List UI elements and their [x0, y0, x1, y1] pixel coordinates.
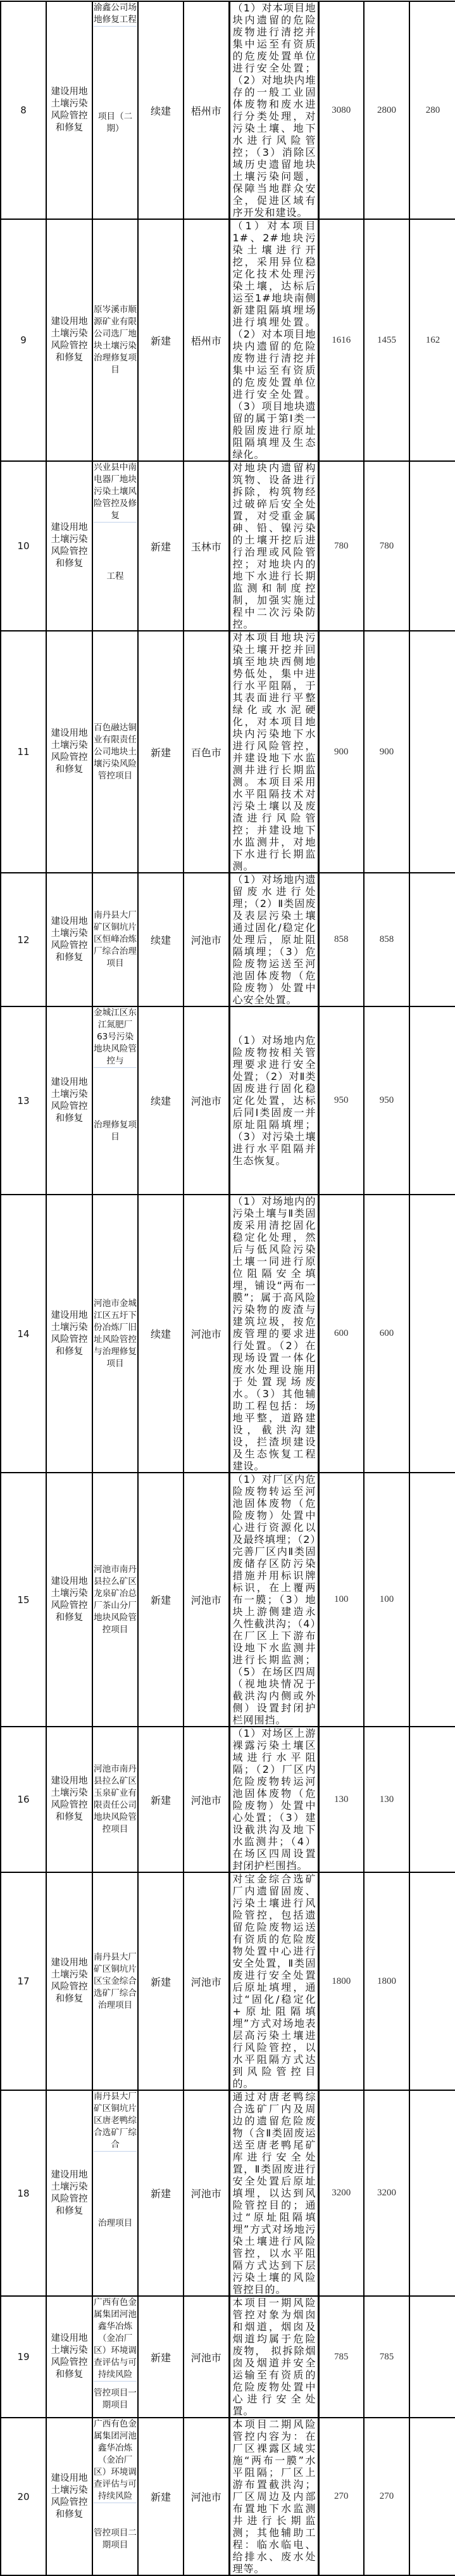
row-number: 10 [1, 461, 46, 631]
local-funds [409, 1473, 455, 1727]
construction-content: （1）对本项目1#、2#地块污染土壤进行开挖，采用异位稳定化技术处理污染土壤，达标后运至1#地块南侧新建阻隔填埋场进行填埋处置。（2）对本项目地块内遗留的危险废物进行清挖并集中运至有资质的危废处置单位进行安全处置。（3）项目地块遗留的属于第Ⅰ类一般固废进行原址阻隔填埋及生态绿化。 [229, 219, 318, 461]
local-funds [409, 631, 455, 873]
construction-nature: 新建 [138, 461, 184, 631]
construction-content: （1）对场区上游裸露污染土壤区域进行水平阻隔；（2）厂区内危险废物转运河池固体废物（危险废物）处置中心处置；（3）建设截洪沟及地下水监测井；（4）在场区四周设置封闭护栏围挡。 [229, 1727, 318, 1872]
construction-content: 对地块内遗留构筑物、设备进行拆除，构筑物经过破碎后安全处置，对受重金属砷、铅、镍污染的土壤开挖后进行治理或风险管控；对地块内的地下水进行长期监测和制度控制，加强实施过程中二次污染防控。 [229, 461, 318, 631]
central-funds: 1455 [364, 219, 409, 461]
project-name-text: 河池市金城江区五圩下份冶炼厂旧址风险管控与治理修复项目 [94, 1298, 137, 1369]
project-name [92, 1006, 138, 1195]
central-funds: 3200 [364, 2090, 409, 2296]
construction-content: 通过对唐老鸭综合选矿厂内及周边的遗留危险废物（含Ⅱ类固废运送至唐老鸭尾矿库进行安全处置，Ⅱ类固废进行安全处置后原址填埋，以达到风险管控目的；通过“原址阻隔填埋”方式对场地污染土壤进行风险管控，以水平阻隔方式达到下层污染土壤的风险管控目的。 [229, 2090, 318, 2296]
construction-content: （1）对本项目地块内遗留的危险废物进行清挖并集中运至有资质的危废处置单位进行安全处置；（2）对地块内堆存的一般工业固体废物和废水进行分类处理，对污染土壤、地下水进行风险管控；（3）消除区域历史遗留地块土壤污染问题，保障当地群众安全，促进区域有序开发和建设。 [229, 1, 318, 219]
local-funds [409, 873, 455, 1006]
city: 河池市 [184, 1473, 229, 1727]
table-row [1, 461, 455, 631]
total-investment: 950 [318, 1006, 364, 1195]
project-name [92, 1473, 138, 1727]
row-number: 11 [1, 631, 46, 873]
project-name [92, 461, 138, 631]
construction-nature: 新建 [138, 2090, 184, 2296]
project-category: 建设用地土壤污染风险管控和修复 [46, 2090, 92, 2296]
construction-nature: 新建 [138, 1727, 184, 1872]
project-category: 建设用地土壤污染风险管控和修复 [46, 1473, 92, 1727]
total-investment: 270 [318, 2418, 364, 2575]
project-name-part1: 金城江区东江氮肥厂63号污染地块风险管控与 [94, 1007, 137, 1068]
total-investment: 3080 [318, 1, 364, 219]
total-investment: 1616 [318, 219, 364, 461]
city: 梧州市 [184, 1, 229, 219]
construction-content: 本项目二期风险管控内容为：在厂区裸露区域实施“两布一膜”水平阻隔；厂区上游布置截洪沟；厂区周边及内部布置地下水监测井进行长期监测；其他辅助工程：临水临电、给排水、废水处理等。 [229, 2418, 318, 2575]
local-funds [409, 1727, 455, 1872]
project-name-part2: 管控项目二期项目 [94, 2527, 137, 2550]
project-name-text: 原岑溪市顺源矿业有限公司选厂地块土壤污染治理修复项目 [94, 305, 137, 375]
table-row [1, 2090, 455, 2296]
construction-content: 本项目一期风险管控对象为烟囱和烟道，烟囱及烟道均属于危险废物， 拟拆除烟囱及烟道并安全运输至有资质的危险废物处置中心进行安全处置。 [229, 2296, 318, 2418]
table-row [1, 1872, 455, 2090]
construction-nature: 新建 [138, 219, 184, 461]
central-funds: 785 [364, 2296, 409, 2418]
project-name [92, 2090, 138, 2296]
construction-nature: 续建 [138, 1195, 184, 1473]
city: 河池市 [184, 2418, 229, 2575]
total-investment: 780 [318, 461, 364, 631]
project-category: 建设用地土壤污染风险管控和修复 [46, 1872, 92, 2090]
construction-content: （1）对厂区内危险废物转运至河池固体废物（危险废物）处置中心进行资源化以及最终填埋；（2）完善厂区内Ⅱ类固废储存区防污染措施并用标识牌标识，在上覆两布一膜；（3）地块上游侧建造永久性截洪沟；（4）在厂区上下游布设地下水监测井进行长期监测；（5）在场区四周（视地块情况于截洪沟内侧或外侧）设置封闭护栏网围挡。 [229, 1473, 318, 1727]
local-funds [409, 1006, 455, 1195]
local-funds [409, 1872, 455, 2090]
city: 河池市 [184, 1006, 229, 1195]
table-row [1, 1, 455, 219]
construction-nature: 新建 [138, 2418, 184, 2575]
project-category: 建设用地土壤污染风险管控和修复 [46, 873, 92, 1006]
project-name [92, 2296, 138, 2418]
construction-nature: 续建 [138, 1006, 184, 1195]
row-number: 19 [1, 2296, 46, 2418]
construction-content: （1）对场地内危险废物按相关管理要求进行安全处置；（2）对Ⅱ类固废进行固化稳定化处置，达标后同Ⅰ类固废一并原址阻隔填埋；（3）对污染土壤进行水平阻隔并生态恢复。 [229, 1006, 318, 1195]
row-number: 16 [1, 1727, 46, 1872]
row-number: 20 [1, 2418, 46, 2575]
table-row [1, 1195, 455, 1473]
total-investment: 785 [318, 2296, 364, 2418]
row-number: 8 [1, 1, 46, 219]
project-name-part1: 兴业县中南电器厂地块污染土壤风险管控及修复 [94, 462, 137, 523]
project-name [92, 1195, 138, 1473]
construction-nature: 新建 [138, 2296, 184, 2418]
table-row [1, 2418, 455, 2575]
table-row [1, 1473, 455, 1727]
local-funds [409, 461, 455, 631]
project-name-part1: 渝鑫公司场地修复工程 [94, 2, 137, 27]
row-number: 15 [1, 1473, 46, 1727]
construction-nature: 新建 [138, 1473, 184, 1727]
city: 梧州市 [184, 219, 229, 461]
row-number: 14 [1, 1195, 46, 1473]
central-funds: 2800 [364, 1, 409, 219]
project-category: 建设用地土壤污染风险管控和修复 [46, 631, 92, 873]
project-name-text: 河池市南丹县拉么矿区玉泉矿业有限责任公司地块风险管控项目 [94, 1764, 137, 1834]
table-row [1, 1727, 455, 1872]
local-funds [409, 1195, 455, 1473]
total-investment: 900 [318, 631, 364, 873]
city: 河池市 [184, 2090, 229, 2296]
city: 百色市 [184, 631, 229, 873]
project-name-part1: 广西有色金属集团河池鑫华冶炼（金冶厂区）环境调查评估与可持续风险 [94, 2297, 137, 2382]
project-category: 建设用地土壤污染风险管控和修复 [46, 461, 92, 631]
project-category: 建设用地土壤污染风险管控和修复 [46, 219, 92, 461]
construction-nature: 新建 [138, 1872, 184, 2090]
project-name-part2: 工程 [106, 571, 124, 581]
city: 玉林市 [184, 461, 229, 631]
project-name [92, 1872, 138, 2090]
project-category: 建设用地土壤污染风险管控和修复 [46, 1727, 92, 1872]
project-name-part2: 治理项目 [97, 2218, 133, 2228]
city: 河池市 [184, 1195, 229, 1473]
construction-nature: 续建 [138, 1, 184, 219]
construction-content: 对本项目地块污染土壤开挖并回填至地块西侧地势低处，集中进行水平阻隔，于其表面进行平整绿化或水泥硬化，对本项目地块内污染地下水进行风险管控，并建设地下水监测井进行长期监测。本项目采用水平阻隔技术对污染土壤以及废渣进行风险管控；并建设地下水监测井，对地下水进行长期监测。 [229, 631, 318, 873]
total-investment: 1800 [318, 1872, 364, 2090]
construction-content: 对宝金综合选矿厂内遗留固废、污染土壤进行风险管控，包括遗留危险废物运送有资质的危险废物处置中心进行安全处置，Ⅱ类固废进行安全处置后原址填埋，通过“固化/稳定化+原址阻隔填埋”方式对场地表层高污染土壤进行风险管控，以水平阻隔方式达到风险管控目的。 [229, 1872, 318, 2090]
row-number: 18 [1, 2090, 46, 2296]
city: 河池市 [184, 873, 229, 1006]
project-name-text: 百色融达铜业有限责任公司地块土壤污染风险管控项目 [94, 722, 137, 781]
construction-content: （1）对场地内遗留废水进行处理；（2）Ⅱ类固废及表层污染土壤通过固化/稳定化处理后，原址阻隔填埋；（3）危险废物运送至河池固体废物（危险废物）处置中心安全处置。 [229, 873, 318, 1006]
central-funds: 780 [364, 461, 409, 631]
project-name [92, 631, 138, 873]
total-investment: 858 [318, 873, 364, 1006]
project-name [92, 1, 138, 219]
city: 河池市 [184, 1727, 229, 1872]
project-name-text: 河池市南丹县拉么矿区龙泉矿冶总厂茶山分厂地块风险管控项目 [94, 1564, 137, 1635]
project-name [92, 2418, 138, 2575]
city: 河池市 [184, 2296, 229, 2418]
project-name-part2: 项目（二期） [97, 111, 133, 134]
project-name [92, 219, 138, 461]
project-name-text: 南丹县大厂矿区铜坑片区恒峰冶炼厂综合治理项目 [94, 910, 137, 968]
central-funds: 100 [364, 1473, 409, 1727]
total-investment: 130 [318, 1727, 364, 1872]
local-funds [409, 2090, 455, 2296]
table-row [1, 1006, 455, 1195]
project-name [92, 873, 138, 1006]
central-funds: 1800 [364, 1872, 409, 2090]
project-name [92, 1727, 138, 1872]
project-category: 建设用地土壤污染风险管控和修复 [46, 1195, 92, 1473]
central-funds: 900 [364, 631, 409, 873]
local-funds: 162 [409, 219, 455, 461]
project-table [0, 1, 455, 2576]
table-row [1, 219, 455, 461]
table-row [1, 2296, 455, 2418]
construction-content: （1）对场地内的污染土壤与Ⅱ类固废采用清挖固化稳定化处理，然后与低风险污染土壤一同进行原位阻隔安全填埋，铺设“两布一膜”；属于高风险污染物的废渣与建筑垃圾，按危废管理的要求进行处置。（2）在现场设置一体化废水处理设施用于处置现场废水。（3）其他辅助工程包括：场地平整，道路建设，截洪沟建设，拦渣坝建设及生态恢复工程建设。 [229, 1195, 318, 1473]
row-number: 9 [1, 219, 46, 461]
row-number: 12 [1, 873, 46, 1006]
project-category: 建设用地土壤污染风险管控和修复 [46, 2418, 92, 2575]
construction-nature: 新建 [138, 631, 184, 873]
row-number: 13 [1, 1006, 46, 1195]
total-investment: 600 [318, 1195, 364, 1473]
local-funds [409, 2418, 455, 2575]
central-funds: 130 [364, 1727, 409, 1872]
central-funds: 270 [364, 2418, 409, 2575]
project-name-text: 南丹县大厂矿区铜坑片区宝金综合选矿厂综合治理项目 [94, 1951, 137, 2010]
central-funds: 950 [364, 1006, 409, 1195]
city: 河池市 [184, 1872, 229, 2090]
project-category: 建设用地土壤污染风险管控和修复 [46, 1006, 92, 1195]
row-number: 17 [1, 1872, 46, 2090]
project-category: 建设用地土壤污染风险管控和修复 [46, 2296, 92, 2418]
total-investment: 100 [318, 1473, 364, 1727]
project-name-part2: 治理修复项目 [94, 1119, 137, 1142]
total-investment: 3200 [318, 2090, 364, 2296]
project-category: 建设用地土壤污染风险管控和修复 [46, 1, 92, 219]
local-funds [409, 2296, 455, 2418]
project-name-part2: 管控项目一期项目 [94, 2388, 137, 2410]
table-row [1, 873, 455, 1006]
central-funds: 858 [364, 873, 409, 1006]
project-name-part1: 广西有色金属集团河池鑫华冶炼（金冶厂区）环境调查评估与可持续风险 [94, 2418, 137, 2503]
central-funds: 600 [364, 1195, 409, 1473]
local-funds: 280 [409, 1, 455, 219]
table-row [1, 631, 455, 873]
project-name-part1: 南丹县大厂矿区铜坑片区唐老鸭综合选矿厂综合 [94, 2091, 137, 2152]
construction-nature: 续建 [138, 873, 184, 1006]
